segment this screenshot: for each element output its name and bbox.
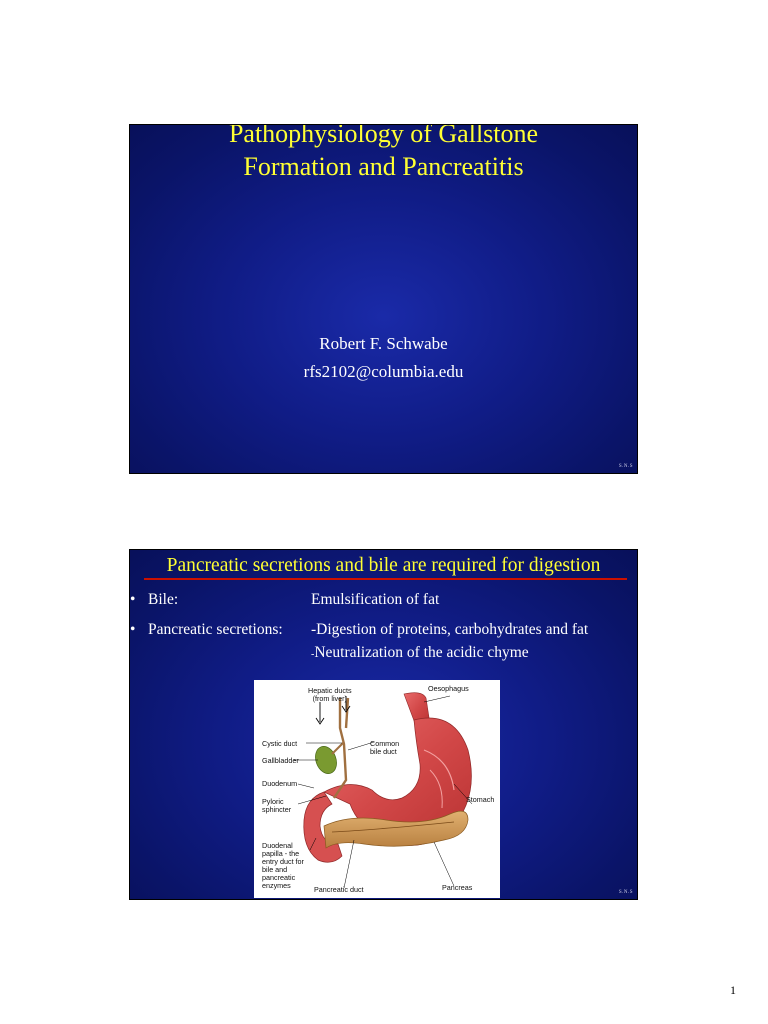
label-pancreatic-duct: Pancreatic duct [314,885,364,894]
title-line-1: Pathophysiology of Gallstone [228,124,539,148]
sub-bullet [311,644,529,662]
label-cystic-duct: Cystic duct [262,739,298,748]
bullet-value: -Digestion of proteins, carbohydrates and fat [311,621,589,638]
label-common-bile-duct: Common bile duct [370,739,400,756]
slide-heading: Pancreatic secretions and bile are required for digestion [166,555,601,576]
author-block [130,330,637,386]
title-line-2: Formation and Pancreatitis [243,152,524,181]
label-oesophagus: Oesophagus [428,684,469,693]
slide-title [130,124,637,183]
label-pyloric-sphincter: Pyloric sphincter [262,797,292,814]
bullet-label: Pancreatic secretions: [148,621,283,638]
bullet-symbol: • [130,621,136,638]
label-stomach: Stomach [466,795,495,804]
author-name: Robert F. Schwabe [319,334,448,353]
page-number: 1 [730,983,736,997]
sub-bullet-dash: - [311,649,315,660]
bullet-value: Emulsification of fat [311,591,440,608]
label-pancreas: Pancreas [442,883,473,892]
label-gallbladder: Gallbladder [262,756,299,765]
heading-underline [144,578,627,580]
label-hepatic-ducts: Hepatic ducts (from liver) [308,686,352,703]
slide-footer-mark: S.N.S [618,464,633,469]
title-slide [129,124,638,474]
content-slide [129,549,638,900]
bullet-symbol: • [130,591,136,608]
author-email: rfs2102@columbia.edu [303,362,464,381]
sub-bullet-text: Neutralization of the acidic chyme [314,644,529,661]
bullet-label: Bile: [148,591,179,608]
label-duodenum: Duodenum [262,779,298,788]
digestive-anatomy-figure [254,680,500,898]
label-duodenal-papilla: Duodenal papilla - the entry duct for bile and pancreatic enzymes [262,841,304,890]
slide-footer-mark: S.N.S [618,890,633,895]
